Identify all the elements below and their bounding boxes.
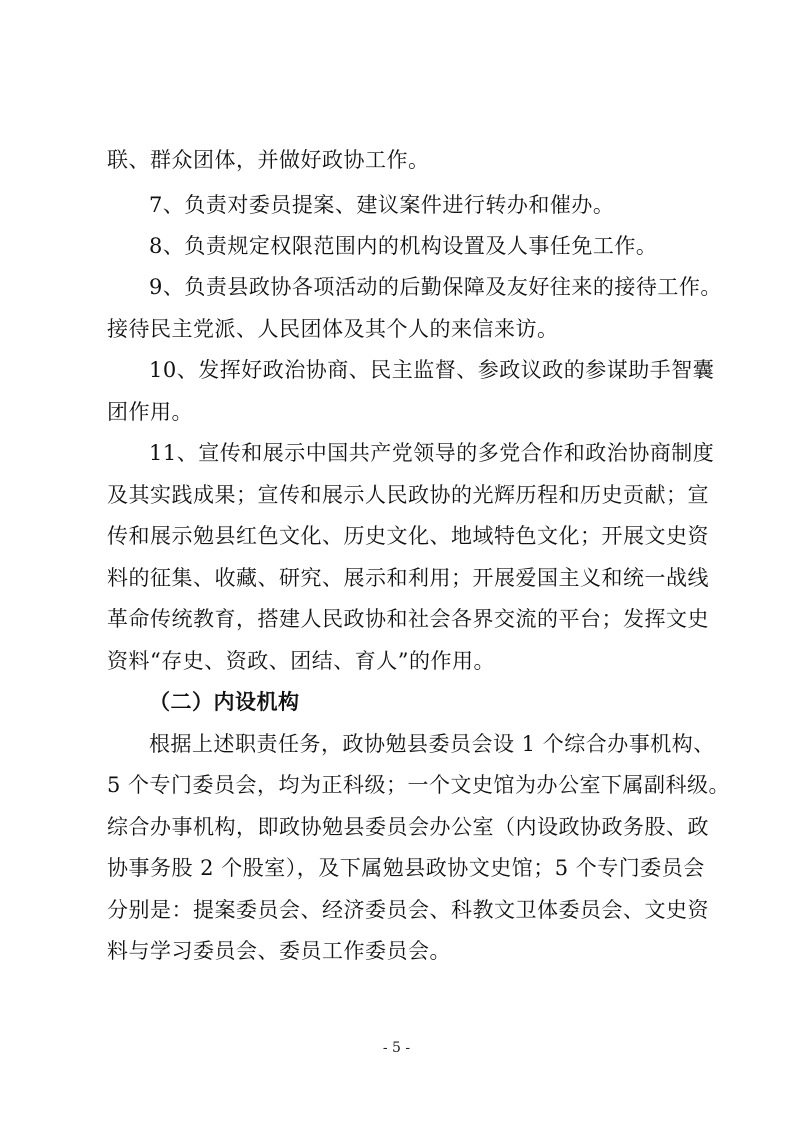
text-line: 7、负责对委员提案、建议案件进行转办和催办。 [149, 193, 615, 217]
text-line: 协事务股 2 个股室），及下属勉县政协文史馆；5 个专门委员会 [107, 856, 705, 880]
text-line: 团作用。 [107, 400, 193, 424]
text-line: 综合办事机构，即政协勉县委员会办公室（内设政协政务股、政 [107, 815, 709, 839]
text-line: 料与学习委员会、委员工作委员会。 [107, 939, 451, 963]
text-line: 根据上述职责任务，政协勉县委员会设 1 个综合办事机构、 [149, 732, 715, 756]
text-line: 9、负责县政协各项活动的后勤保障及友好往来的接待工作。 [149, 275, 722, 299]
text-line: 及其实践成果；宣传和展示人民政协的光辉历程和历史贡献；宣 [107, 483, 709, 507]
text-line: 5 个专门委员会，均为正科级；一个文史馆为办公室下属副科级。 [107, 773, 731, 797]
section-heading: （二）内设机构 [149, 690, 300, 714]
text-line: 传和展示勉县红色文化、历史文化、地域特色文化；开展文史资 [107, 524, 709, 548]
text-line: 革命传统教育，搭建人民政协和社会各界交流的平台；发挥文史 [107, 607, 709, 631]
text-line: 资料“存史、资政、团结、育人”的作用。 [107, 649, 495, 673]
text-line: 接待民主党派、人民团体及其个人的来信来访。 [107, 317, 559, 341]
text-line: 10、发挥好政治协商、民主监督、参政议政的参谋助手智囊 [149, 358, 715, 382]
text-line: 料的征集、收藏、研究、展示和利用；开展爱国主义和统一战线 [107, 566, 709, 590]
text-line: 联、群众团体，并做好政协工作。 [107, 148, 430, 172]
text-line: 分别是：提案委员会、经济委员会、科教文卫体委员会、文史资 [107, 898, 709, 922]
text-line: 11、宣传和展示中国共产党领导的多党合作和政治协商制度 [149, 441, 715, 465]
text-line: 8、负责规定权限范围内的机构设置及人事任免工作。 [149, 234, 658, 258]
page-number: - 5 - [382, 1040, 411, 1056]
